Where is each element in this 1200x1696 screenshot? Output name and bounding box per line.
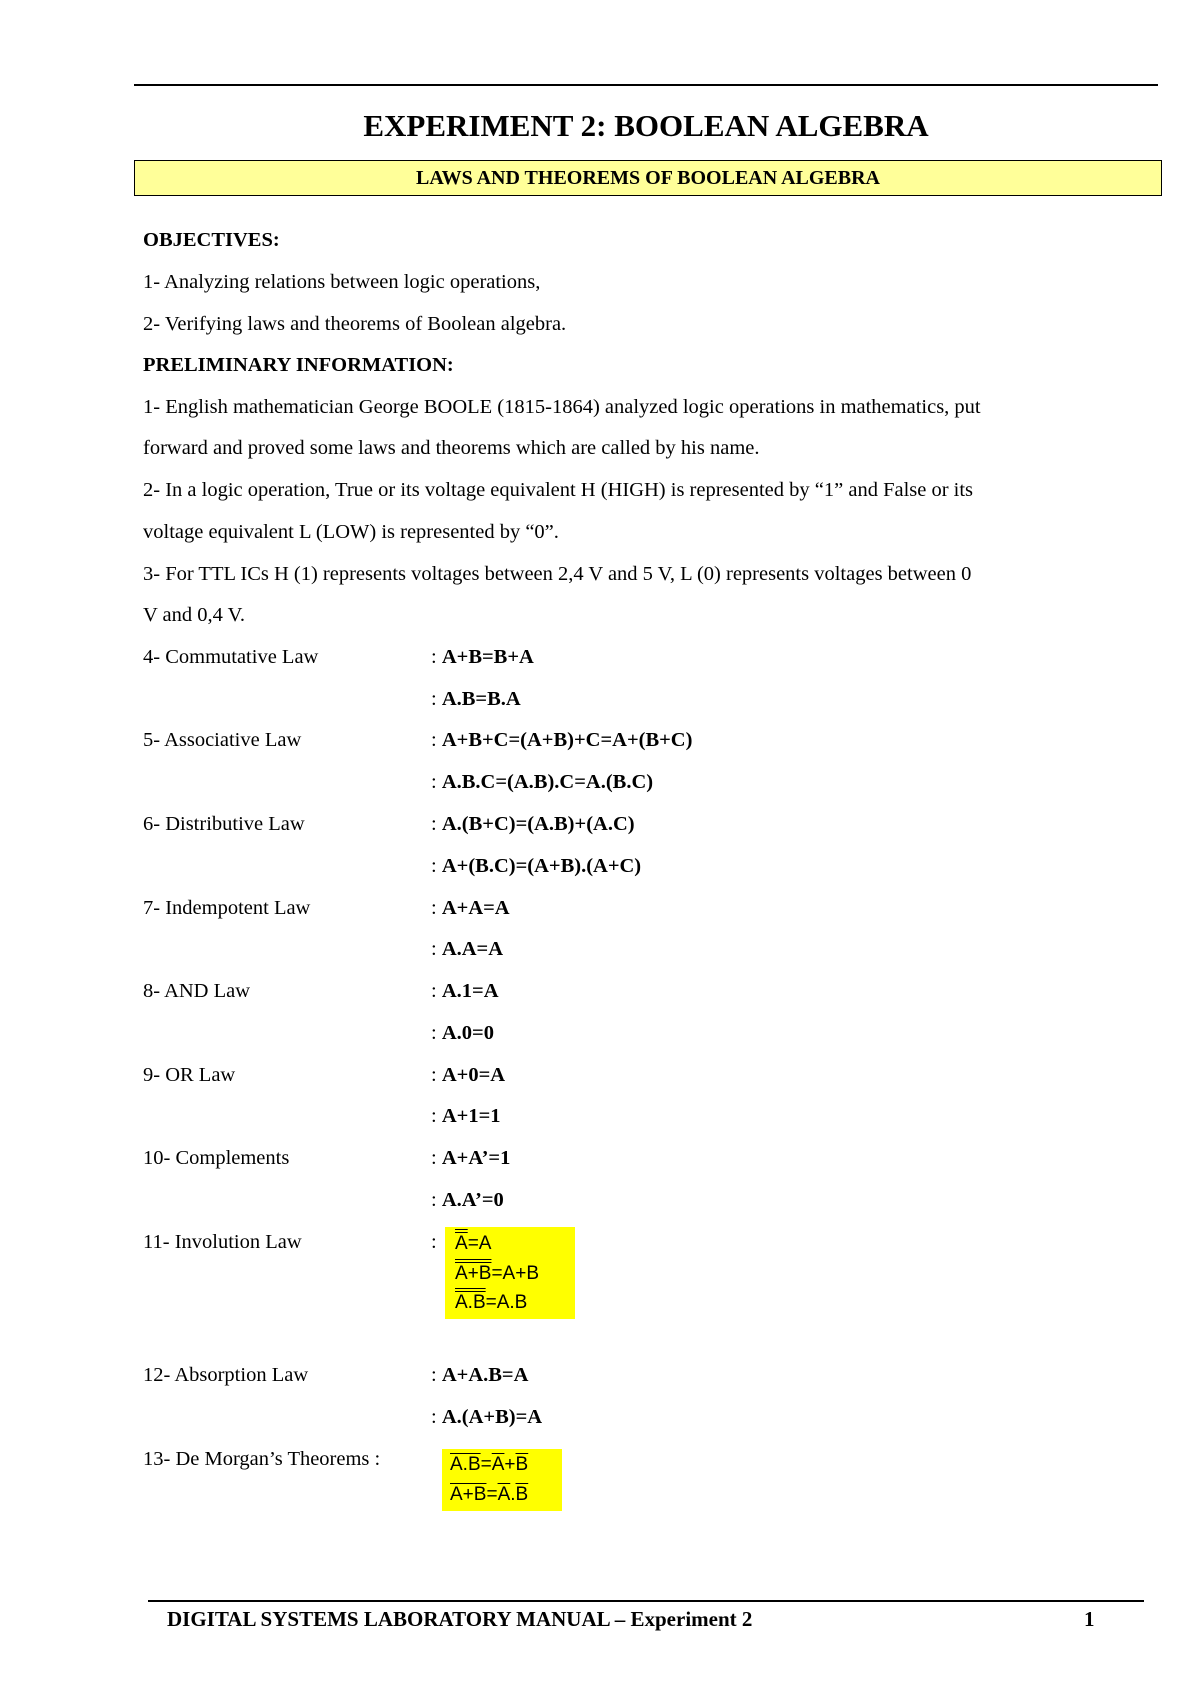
law-name: 6- Distributive Law: [143, 813, 305, 835]
involution-eq: A=A: [455, 1233, 492, 1254]
law-formula: : A+B=B+A: [431, 646, 534, 668]
law-name: 7- Indempotent Law: [143, 897, 311, 919]
law-name: 10- Complements: [143, 1147, 290, 1169]
law-formula: : A.B=B.A: [431, 688, 521, 710]
law-name: 13- De Morgan’s Theorems :: [143, 1448, 381, 1470]
law-formula: : A+A.B=A: [431, 1364, 529, 1386]
preliminary-line: voltage equivalent L (LOW) is represented by “0”.: [143, 521, 559, 543]
involution-highlight: [445, 1227, 575, 1319]
law-formula: : A+1=1: [431, 1105, 501, 1127]
page-number: 1: [1084, 1607, 1095, 1631]
law-formula: : A+A=A: [431, 897, 510, 919]
law-formula: : A+0=A: [431, 1064, 506, 1086]
preliminary-heading: PRELIMINARY INFORMATION:: [143, 354, 454, 376]
law-formula: : A+B+C=(A+B)+C=A+(B+C): [431, 729, 693, 751]
law-name: 4- Commutative Law: [143, 646, 319, 668]
law-formula: : A.(B+C)=(A.B)+(A.C): [431, 813, 635, 835]
top-rule: [134, 84, 1158, 86]
law-name: 11- Involution Law: [143, 1231, 302, 1253]
preliminary-line: forward and proved some laws and theorems which are called by his name.: [143, 437, 760, 459]
page-title: EXPERIMENT 2: BOOLEAN ALGEBRA: [363, 108, 929, 143]
involution-eq: A+B=A+B: [455, 1263, 539, 1284]
preliminary-line: 3- For TTL ICs H (1) represents voltages between 2,4 V and 5 V, L (0) represents voltages between 0: [143, 563, 972, 585]
law-name: 9- OR Law: [143, 1064, 236, 1086]
preliminary-line: 1- English mathematician George BOOLE (1815-1864) analyzed logic operations in mathematics, put: [143, 396, 981, 418]
law-formula: : A.(A+B)=A: [431, 1406, 543, 1428]
law-formula: : A.1=A: [431, 980, 499, 1002]
law-name: 12- Absorption Law: [143, 1364, 309, 1386]
objective-item: 2- Verifying laws and theorems of Boolean algebra.: [143, 313, 567, 335]
footer-text: DIGITAL SYSTEMS LABORATORY MANUAL – Experiment 2: [167, 1607, 753, 1631]
law-formula: : A+(B.C)=(A+B).(A+C): [431, 855, 642, 877]
preliminary-line: 2- In a logic operation, True or its voltage equivalent H (HIGH) is represented by “1” and False or its: [143, 479, 974, 501]
preliminary-line: V and 0,4 V.: [143, 604, 245, 626]
bottom-rule: [148, 1600, 1144, 1602]
law-name: 8- AND Law: [143, 980, 251, 1002]
demorgan-highlight: [442, 1449, 562, 1511]
law-formula: : A.A’=0: [431, 1189, 504, 1211]
involution-eq: A.B=A.B: [455, 1292, 528, 1313]
colon: :: [431, 1231, 437, 1253]
objectives-heading: OBJECTIVES:: [143, 229, 280, 251]
demorgan-eq: $A+B=\overline{A}.\overline{B}$: [450, 1484, 529, 1505]
law-formula: : A.A=A: [431, 938, 504, 960]
law-name: 5- Associative Law: [143, 729, 302, 751]
objective-item: 1- Analyzing relations between logic operations,: [143, 271, 541, 293]
law-formula: : A.0=0: [431, 1022, 494, 1044]
law-formula: : A.B.C=(A.B).C=A.(B.C): [431, 771, 654, 793]
demorgan-eq: $A.B=\overline{A}+\overline{B}$: [450, 1454, 529, 1475]
law-formula: : A+A’=1: [431, 1147, 511, 1169]
subtitle-banner: LAWS AND THEOREMS OF BOOLEAN ALGEBRA: [134, 160, 1162, 196]
